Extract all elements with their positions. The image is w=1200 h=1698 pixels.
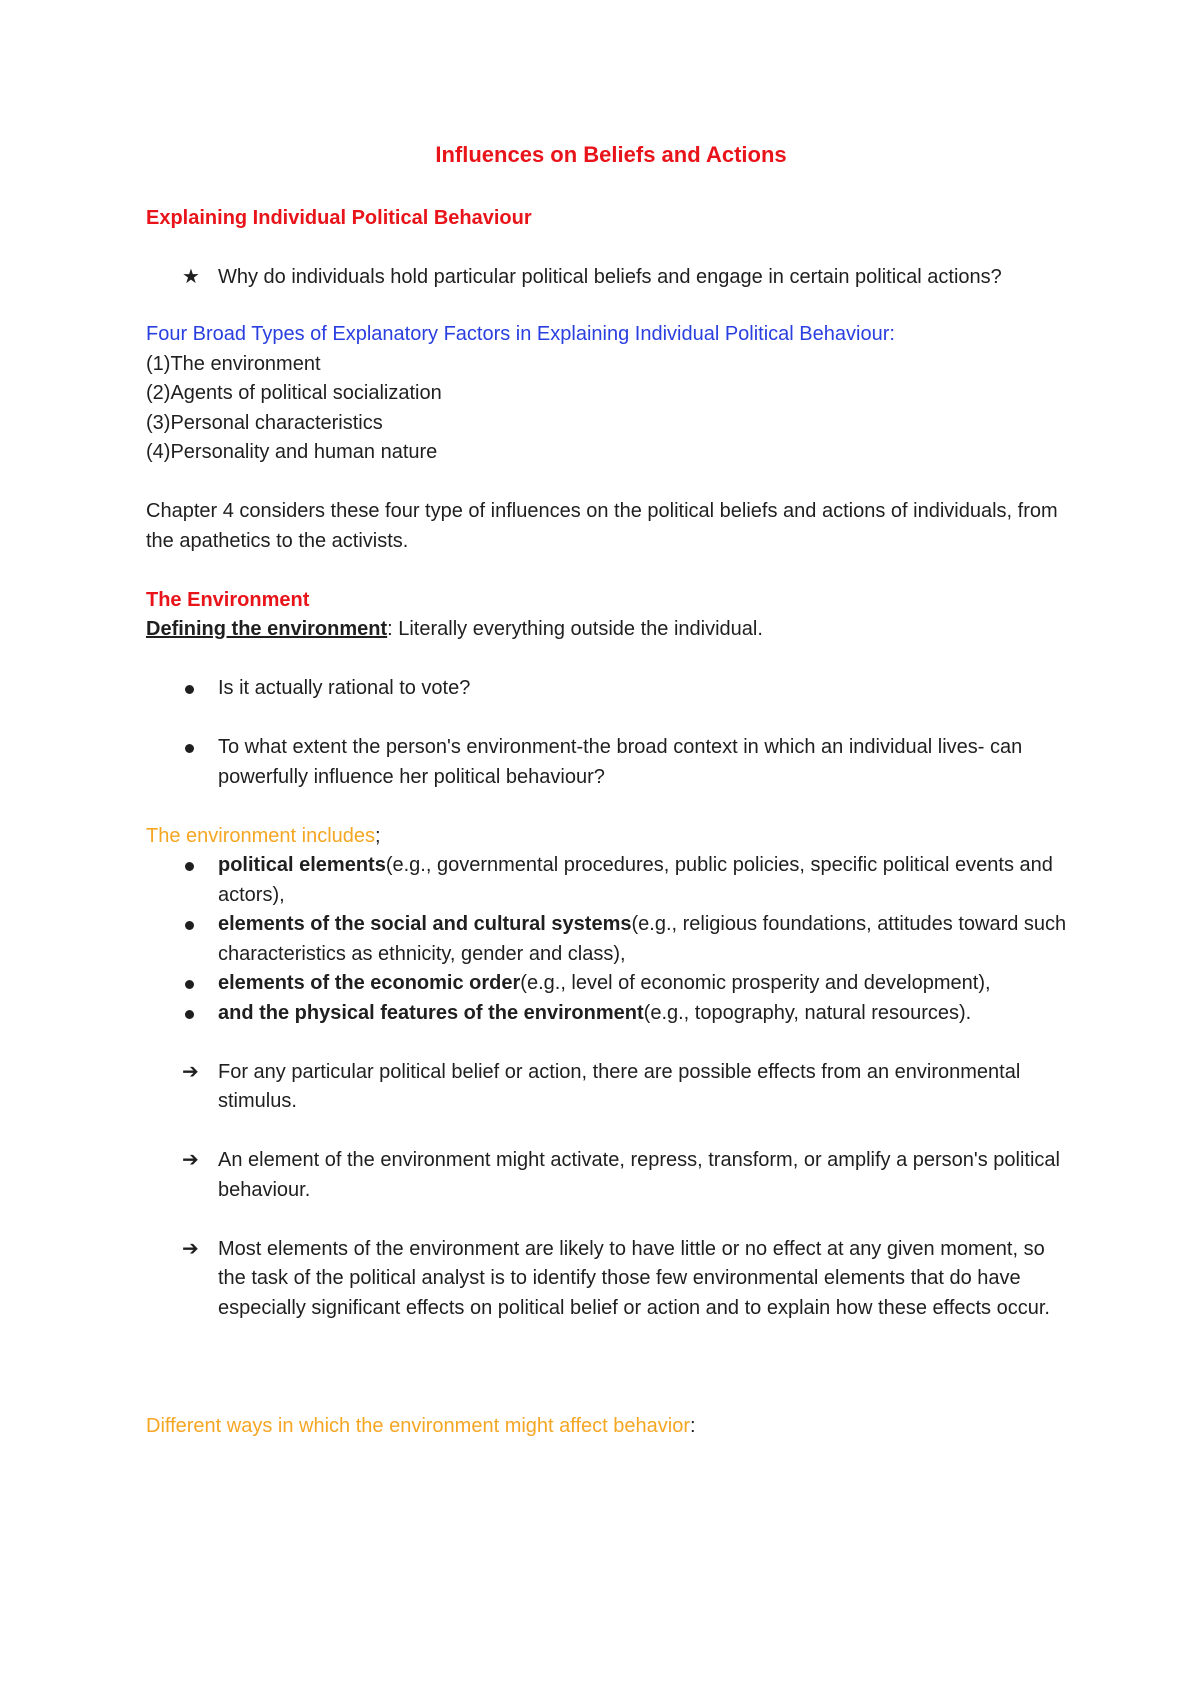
question-text: Is it actually rational to vote? bbox=[218, 677, 471, 699]
question-text: To what extent the person's environment-the broad context in which an individual lives- can powerfully influence her political behaviour? bbox=[218, 736, 1023, 788]
include-term: elements of the social and cultural systems bbox=[218, 913, 632, 935]
page-title: Influences on Beliefs and Actions bbox=[435, 142, 787, 167]
document-page bbox=[146, 140, 1076, 1441]
include-term: and the physical features of the environment bbox=[218, 1001, 644, 1024]
list-item bbox=[146, 1146, 1076, 1205]
section-heading-explaining: Explaining Individual Political Behaviour bbox=[146, 206, 532, 229]
arrow-item-text: Most elements of the environment are likely to have little or no effect at any given moment, so the task of the political analyst is to identify those few environmental elements that do have especially significant effects on political belief or action and to explain how these effects occur. bbox=[218, 1237, 1050, 1319]
list-item bbox=[146, 1235, 1076, 1324]
list-item bbox=[146, 851, 1076, 910]
ways-punct: : bbox=[689, 1414, 696, 1437]
list-item bbox=[146, 674, 1076, 704]
includes-punct: ; bbox=[375, 824, 381, 847]
chapter-paragraph: Chapter 4 considers these four type of influences on the political beliefs and actions of individuals, from the apathetics to the activists. bbox=[146, 500, 1058, 552]
bullet-icon bbox=[185, 685, 194, 694]
question-list bbox=[146, 733, 1076, 792]
arrow-list bbox=[146, 1235, 1076, 1324]
environment-heading: The Environment bbox=[146, 588, 310, 611]
factors-heading: Four Broad Types of Explanatory Factors in Explaining Individual Political Behaviour: bbox=[146, 323, 895, 345]
question-list bbox=[146, 674, 1076, 704]
list-item bbox=[146, 999, 1076, 1029]
include-text: (e.g., level of economic prosperity and development), bbox=[520, 972, 991, 994]
arrow-icon: ➔ bbox=[182, 1060, 199, 1083]
arrow-item-text: For any particular political belief or action, there are possible effects from an environmental stimulus. bbox=[218, 1060, 1021, 1112]
includes-list bbox=[146, 851, 1076, 1028]
include-term: political elements bbox=[218, 854, 386, 876]
factor-item: (2)Agents of political socialization bbox=[146, 382, 442, 404]
bullet-icon bbox=[185, 921, 194, 930]
factor-item: (3)Personal characteristics bbox=[146, 411, 383, 434]
list-item bbox=[146, 1058, 1076, 1117]
include-text: (e.g., governmental procedures, public policies, specific political events and actors), bbox=[218, 854, 1053, 906]
list-item bbox=[146, 910, 1076, 969]
include-text: (e.g., topography, natural resources). bbox=[643, 1001, 972, 1024]
arrow-item-text: An element of the environment might activate, repress, transform, or amplify a person's political behaviour. bbox=[218, 1149, 1060, 1201]
definition-text: : Literally everything outside the individual. bbox=[387, 618, 763, 640]
list-item bbox=[146, 263, 1076, 293]
bullet-icon bbox=[185, 744, 194, 753]
list-item bbox=[146, 969, 1076, 999]
include-text: (e.g., religious foundations, attitudes toward such characteristics as ethnicity, gender and class), bbox=[218, 913, 1067, 965]
definition-line bbox=[146, 615, 1076, 645]
bullet-icon bbox=[185, 862, 194, 871]
factor-item: (4)Personality and human nature bbox=[146, 441, 438, 463]
arrow-list bbox=[146, 1146, 1076, 1205]
includes-label: The environment includes bbox=[146, 824, 376, 847]
bullet-icon bbox=[185, 980, 194, 989]
star-item-text: Why do individuals hold particular political beliefs and engage in certain political actions? bbox=[218, 265, 1002, 288]
includes-line bbox=[146, 822, 1076, 852]
bullet-icon bbox=[185, 1010, 194, 1019]
factor-item: (1)The environment bbox=[146, 352, 321, 375]
arrow-icon: ➔ bbox=[182, 1149, 199, 1171]
list-item bbox=[146, 733, 1076, 792]
ways-label: Different ways in which the environment might affect behavior bbox=[146, 1414, 690, 1437]
arrow-icon: ➔ bbox=[182, 1237, 199, 1260]
ways-line bbox=[146, 1412, 1076, 1442]
star-icon: ★ bbox=[182, 265, 200, 288]
include-term: elements of the economic order bbox=[218, 972, 521, 994]
arrow-list bbox=[146, 1058, 1076, 1117]
definition-term: Defining the environment bbox=[146, 618, 388, 640]
star-list bbox=[146, 263, 1076, 293]
